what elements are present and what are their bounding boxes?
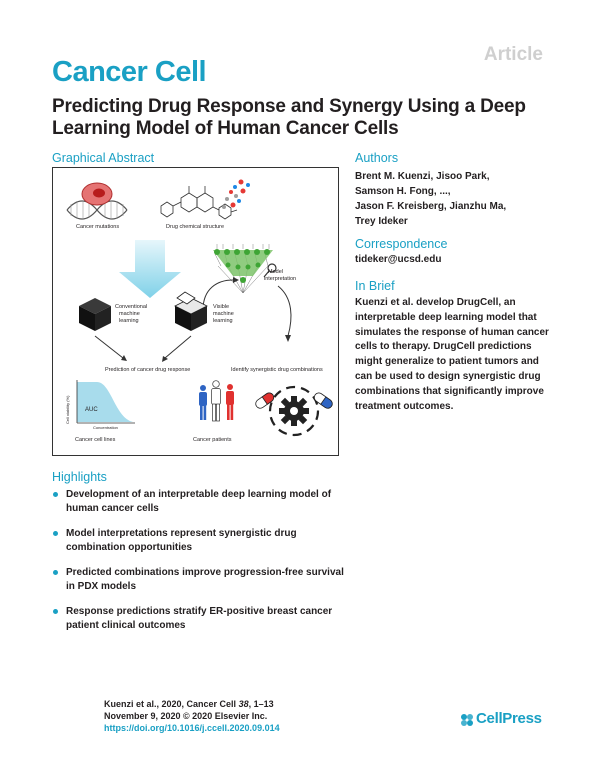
label-visible-1: Visible: [213, 304, 230, 310]
label-cancer-mutations: Cancer mutations: [76, 224, 120, 230]
author-line: Jason F. Kreisberg, Jianzhu Ma,: [355, 201, 507, 212]
highlight-item: Model interpretations represent synergistic drug combination opportunities: [52, 527, 352, 555]
label-drug-structure: Drug chemical structure: [166, 224, 225, 230]
label-patients: Cancer patients: [193, 437, 232, 443]
conventional-box-icon: [79, 298, 111, 331]
highlight-item: Development of an interpretable deep learning model of human cancer cells: [52, 488, 352, 516]
citation-line: Kuenzi et al., 2020, Cancer Cell 38, 1–13: [104, 699, 274, 709]
paper-title: Predicting Drug Response and Synergy Using a Deep Learning Model of Human Cancer Cells: [52, 96, 526, 139]
graphical-abstract-figure: [52, 167, 339, 456]
bullet-icon: [53, 570, 58, 575]
label-cell-viability: Cell viability (%): [65, 395, 70, 424]
label-conventional-2: machine: [119, 311, 140, 317]
in-brief-text: Kuenzi et al. develop DrugCell, an interpretable deep learning model that simulates the response of human cancer cells to therapy. DrugCell predictions might generalize to patient tumors and can be used to design synergistic drug combinations that significantly improve treatment outcomes.: [355, 297, 549, 412]
highlights-heading: Highlights: [52, 470, 107, 484]
highlights-list: [52, 488, 352, 644]
graphical-abstract-svg: [53, 168, 338, 455]
doi-link[interactable]: https://doi.org/10.1016/j.ccell.2020.09.014: [104, 723, 280, 733]
label-auc: AUC: [85, 407, 98, 413]
visible-box-icon: [175, 292, 207, 331]
highlight-item: Predicted combinations improve progression-free survival in PDX models: [52, 566, 352, 594]
bullet-icon: [53, 609, 58, 614]
authors-heading: Authors: [355, 151, 399, 165]
correspondence-heading: Correspondence: [355, 237, 448, 251]
in-brief-heading: In Brief: [355, 279, 395, 293]
bullet-icon: [53, 492, 58, 497]
label-model: Model: [268, 269, 283, 275]
label-synergy: Identify synergistic drug combinations: [231, 367, 323, 373]
correspondence-email-link[interactable]: tideker@ucsd.edu: [355, 254, 442, 265]
chemical-structure-icon: [161, 186, 237, 219]
blue-pill-icon: [313, 391, 335, 410]
red-pill-icon: [254, 391, 276, 410]
dose-response-plot-icon: [77, 380, 135, 423]
article-label: Article: [483, 44, 543, 65]
author-line: Samson H. Fong, ...,: [355, 186, 451, 197]
highlight-item: Response predictions stratify ER-positive breast cancer patient clinical outcomes: [52, 605, 352, 633]
label-cell-lines: Cancer cell lines: [75, 437, 116, 443]
label-visible-2: machine: [213, 311, 234, 317]
authors-list: [355, 169, 545, 229]
bullet-icon: [53, 531, 58, 536]
cancer-cell-icon: [82, 183, 112, 205]
graphical-abstract-heading: Graphical Abstract: [52, 151, 155, 165]
label-concentration: Concentration: [93, 425, 118, 430]
neural-network-icon: [213, 244, 273, 293]
down-arrow-icon: [119, 240, 181, 298]
author-line: Trey Ideker: [355, 216, 408, 227]
label-visible-3: learning: [213, 318, 233, 324]
label-prediction: Prediction of cancer drug response: [105, 367, 191, 373]
label-conventional-1: Conventional: [115, 304, 148, 310]
label-interpretation: interpretation: [264, 276, 297, 282]
author-line: Brent M. Kuenzi, Jisoo Park,: [355, 171, 490, 182]
synergy-gear-icon: [270, 387, 318, 435]
journal-title: Cancer Cell: [52, 56, 207, 88]
label-conventional-3: learning: [119, 318, 139, 324]
citation-date: November 9, 2020 © 2020 Elsevier Inc.: [104, 711, 268, 721]
cellpress-logo-icon: [459, 712, 475, 733]
patients-icon: [199, 381, 234, 421]
publisher-logo-text: CellPress: [476, 710, 542, 727]
curved-arrow-down: [278, 286, 291, 336]
